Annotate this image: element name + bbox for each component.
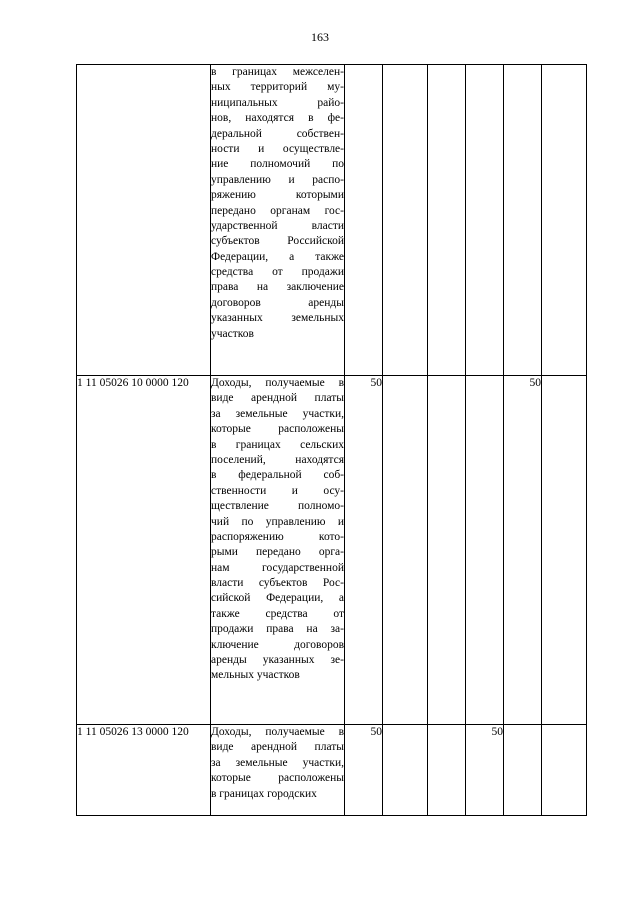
amount-cell-2: [383, 376, 428, 725]
budget-table: [76, 64, 587, 816]
description-line: управлению и распо-: [211, 173, 344, 186]
amount-cell-2: [383, 725, 428, 816]
description-line: в границах городских: [211, 787, 317, 800]
description-line: субъектов Российской: [211, 235, 344, 248]
description-line: чий по управлению и: [211, 515, 344, 528]
description-line: рыми передано орга-: [211, 546, 344, 559]
description-line: сийской Федерации, а: [211, 592, 344, 605]
description-line: которые расположены: [211, 772, 344, 785]
amount-cell-1: 50: [345, 725, 383, 816]
description-line: виде арендной платы: [211, 392, 344, 405]
amount-cell-3: [428, 65, 466, 376]
page-number: 163: [311, 30, 329, 44]
description-line: ственности и осу-: [211, 484, 344, 497]
description-line: средства от продажи: [211, 266, 344, 279]
amount-cell-4: [466, 65, 504, 376]
description-cell: [211, 65, 345, 376]
description-line: в границах межселен-: [211, 66, 344, 78]
budget-code-cell: 1 11 05026 13 0000 120: [77, 725, 211, 816]
amount-cell-5: [504, 65, 542, 376]
description-line: распоряжению кото-: [211, 530, 344, 543]
description-line: нов, находятся в фе-: [211, 112, 344, 125]
description-line: ряжению которыми: [211, 189, 344, 202]
description-line: деральной собствен-: [211, 127, 344, 140]
description-line: виде арендной платы: [211, 741, 344, 754]
table-row: [77, 65, 587, 376]
description-line: нам государственной: [211, 561, 344, 574]
amount-cell-4: [466, 376, 504, 725]
amount-cell-5: [504, 725, 542, 816]
description-line: мельных участков: [211, 669, 300, 682]
amount-cell-1: [345, 65, 383, 376]
description-line: ных территорий му-: [211, 81, 344, 94]
description-line: власти субъектов Рос-: [211, 577, 344, 590]
table-row: [77, 376, 587, 725]
description-line: продажи права на за-: [211, 623, 344, 636]
description-line: права на заключение: [211, 281, 344, 294]
description-line: передано органам гос-: [211, 204, 344, 217]
description-line: поселений, находятся: [211, 453, 344, 466]
description-line: ние полномочий по: [211, 158, 344, 171]
description-line: участков: [211, 327, 254, 340]
description-line: Доходы, получаемые в: [211, 377, 344, 389]
description-cell: [211, 725, 345, 816]
description-line: ществление полномо-: [211, 500, 344, 513]
description-line: ниципальных райо-: [211, 96, 344, 109]
amount-cell-6: [542, 725, 587, 816]
description-line: Федерации, а также: [211, 250, 344, 263]
amount-cell-4: 50: [466, 725, 504, 816]
description-line: в федеральной соб-: [211, 469, 344, 482]
budget-code-cell: 1 11 05026 10 0000 120: [77, 376, 211, 725]
description-line: которые расположены: [211, 423, 344, 436]
table-row: [77, 725, 587, 816]
description-line: ударственной власти: [211, 219, 344, 232]
description-line: ности и осуществле-: [211, 142, 344, 155]
amount-cell-6: [542, 65, 587, 376]
description-cell: [211, 376, 345, 725]
amount-cell-1: 50: [345, 376, 383, 725]
description-line: также средства от: [211, 607, 344, 620]
description-line: ключение договоров: [211, 638, 344, 651]
description-line: за земельные участки,: [211, 756, 344, 769]
amount-cell-6: [542, 376, 587, 725]
description-line: Доходы, получаемые в: [211, 726, 344, 738]
amount-cell-5: 50: [504, 376, 542, 725]
amount-cell-2: [383, 65, 428, 376]
description-line: аренды указанных зе-: [211, 654, 344, 667]
description-line: договоров аренды: [211, 296, 344, 309]
description-line: указанных земельных: [211, 312, 344, 325]
budget-code-cell: [77, 65, 211, 376]
description-line: за земельные участки,: [211, 407, 344, 420]
amount-cell-3: [428, 376, 466, 725]
description-line: в границах сельских: [211, 438, 344, 451]
amount-cell-3: [428, 725, 466, 816]
